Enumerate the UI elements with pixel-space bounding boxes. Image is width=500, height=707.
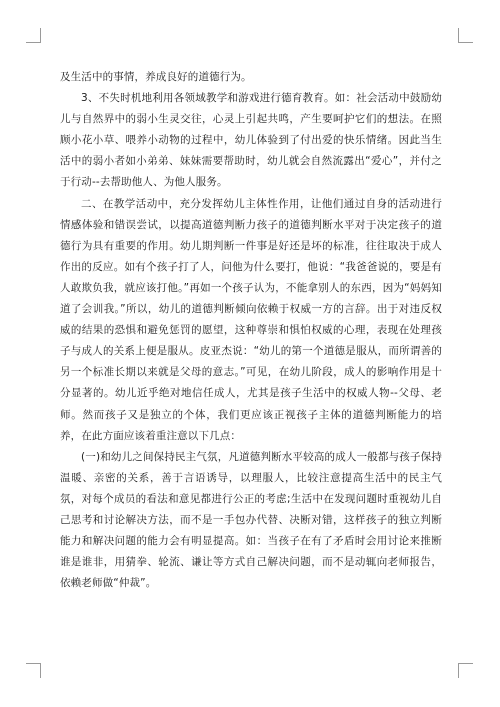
- paragraph-point-3: 3、不失时机地利用各领域教学和游戏进行德育教育。如：社会活动中鼓励幼儿与自然界中的弱小生灵交往，心灵上引起共鸣，产生要呵护它们的想法。在照顾小花小草、喂养小动物的过程中，幼儿体验到了付出爱的快乐情绪。因此当生活中的弱小者如小弟弟、妹妹需要帮助时，幼儿就会自然流露出“爱心”，并付之于行动--去帮助他人、为他人服务。: [60, 92, 442, 189]
- crop-mark-top-right: [458, 28, 473, 43]
- paragraph-section-2: 二、在教学活动中，充分发挥幼儿主体性作用，让他们通过自身的活动进行情感体验和错误尝试，以提高道德判断力孩子的道德判断水平对于决定孩子的道德行为具有重要的作用。幼儿期判断一件事是好还是坏的标准，往往取决于成人作出的反应。如有个孩子打了人，问他为什么要打，他说：“我爸爸说的，要是有人敢欺负我，就应该打他。”再如一个孩子认为，不能拿别人的东西，因为“妈妈知道了会训我。”所以，幼儿的道德判断倾向依赖于权威一方的言辞。出于对违反权威的结果的恐惧和避免惩罚的愿望，这种尊崇和惧怕权威的心理，表现在处理孩子与成人的关系上便是服从。皮亚杰说：“幼儿的第一个道德是服从，而所谓善的另一个标准长期以来就是父母的意志。”可见，在幼儿阶段，成人的影响作用是十分显著的。幼儿近乎绝对地信任成人，尤其是孩子生活中的权威人物--父母、老师。然而孩子又是独立的个体，我们更应该正视孩子主体的道德判断能力的培养，在此方面应该着重注意以下几点：: [60, 197, 442, 442]
- crop-mark-bottom-left: [26, 663, 41, 678]
- paragraph-continuation: 及生活中的事情，养成良好的道德行为。: [60, 71, 252, 83]
- crop-mark-bottom-right: [458, 663, 473, 678]
- paragraph-subpoint-1: (一)和幼儿之间保持民主气氛，凡道德判断水平较高的成人一般都与孩子保持温暖、亲密的关系，善于言语诱导，以理服人，比较注意提高生活中的民主气氛，对每个成员的看法和意见都进行公正的考虑;生活中在发现问题时重视幼儿自己思考和讨论解决方法，而不是一手包办代替、决断对错，这样孩子的独立判断能力和解决问题的能力会有明显提高。如：当孩子在有了矛盾时会用讨论来推断谁是谁非，用猜拳、轮流、谦让等方式自己解决问题，而不是动辄向老师报告，依赖老师做“仲裁”。: [60, 450, 442, 590]
- crop-mark-top-left: [26, 28, 41, 43]
- document-body: [60, 67, 442, 594]
